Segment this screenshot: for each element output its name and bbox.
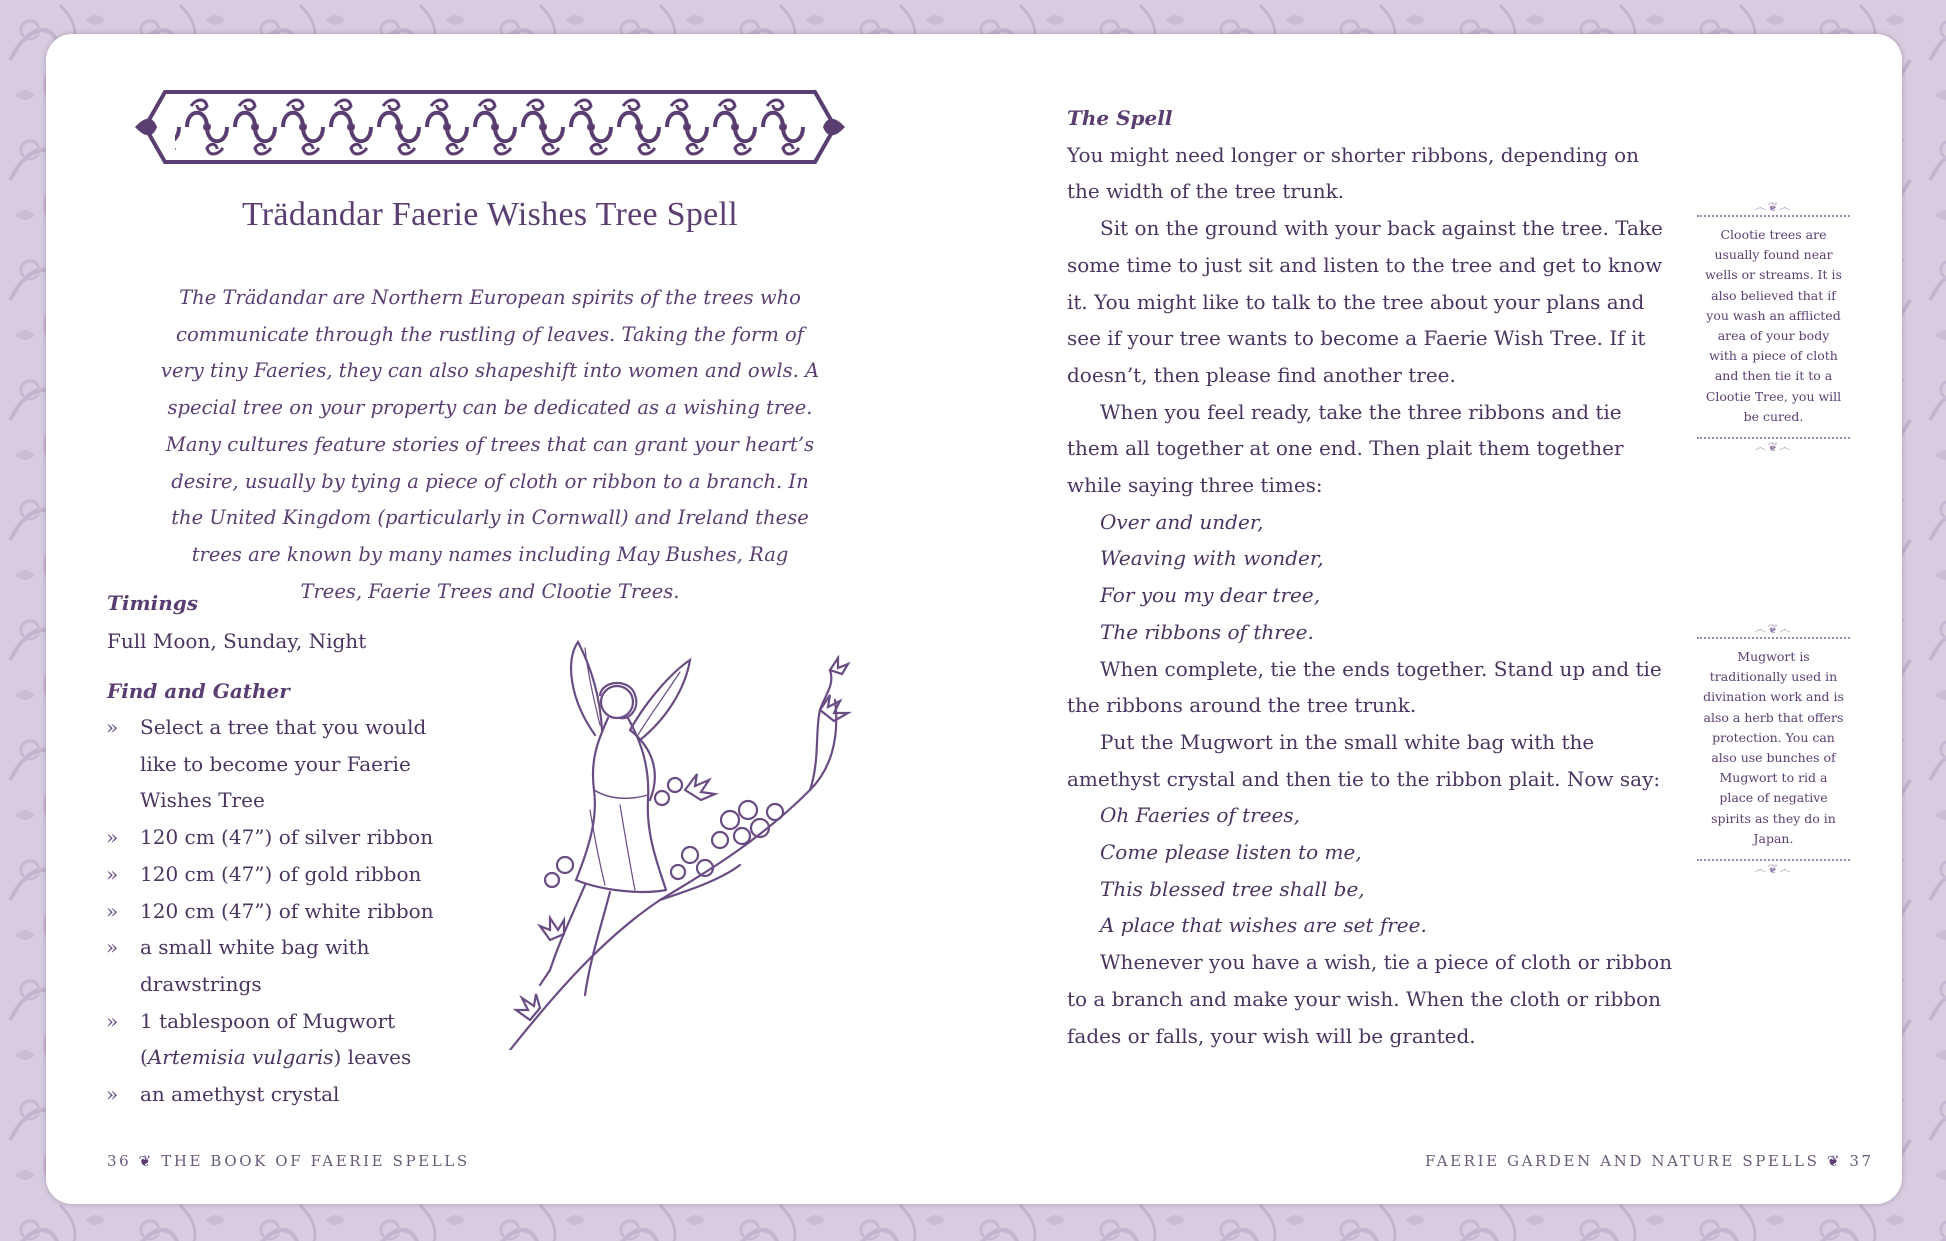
spell-paragraph: Put the Mugwort in the small white bag with the amethyst crystal and then tie to the ribbon plait. Now say: — [1067, 729, 1661, 791]
list-item: » Select a tree that you would like to become your Faerie Wishes Tree — [106, 709, 466, 819]
spell-title: Trädandar Faerie Wishes Tree Spell — [241, 196, 739, 233]
book-title-running-head: THE BOOK OF FAERIE SPELLS — [161, 1152, 470, 1170]
bullet-icon: » — [106, 825, 119, 850]
right-page-footer — [1425, 1152, 1874, 1170]
sidenote-mugwort — [1697, 621, 1850, 877]
timings-heading: Timings — [107, 591, 199, 615]
sidenote-text: Clootie trees are usually found near wells or streams. It is also believed that if you wash an afflicted area of your body with a piece of cloth and then tie it to a Clootie Tree, you will be cured. — [1705, 227, 1842, 424]
bullet-icon: » — [106, 715, 119, 739]
spell-introduction: The Trädandar are Northern European spirits of the trees who communicate through the rustling of leaves. Taking the form of very tiny Faeries, they can also shapeshift into women and owls. A special tree on your property can be dedicated as a wishing tree. Many cultures feature stories of trees that can grant your heart’s desire, usually by tying a piece of cloth or ribbon to a branch. In the United Kingdom (particularly in Cornwall) and Ireland these trees are known by many names including May Bushes, Rag Trees, Faerie Trees and Clootie Trees. — [160, 286, 820, 603]
verse-line: Oh Faeries of trees, — [1100, 803, 1301, 828]
list-item: » 120 cm (47”) of silver ribbon — [106, 819, 466, 856]
timings-text: Full Moon, Sunday, Night — [107, 629, 367, 653]
bullet-icon: » — [106, 1008, 119, 1033]
list-item: » an amethyst crystal — [106, 1076, 466, 1113]
verse-line: This blessed tree shall be, — [1100, 876, 1365, 901]
verse-line: For you my dear tree, — [1100, 583, 1321, 608]
scroll-ornament-icon — [135, 86, 845, 168]
flower-icon: ❦ — [1826, 1152, 1843, 1170]
chapter-running-head: FAERIE GARDEN AND NATURE SPELLS — [1425, 1152, 1820, 1170]
verse-line: A place that wishes are set free. — [1100, 913, 1427, 938]
spell-paragraph: When complete, tie the ends together. Stand up and tie the ribbons around the tree trunk. — [1067, 656, 1662, 718]
left-page-footer — [107, 1152, 470, 1170]
sidenote-clootie — [1697, 199, 1850, 455]
verse-line: The ribbons of three. — [1100, 619, 1314, 644]
gather-list — [106, 709, 466, 1113]
fairy-on-branch-illustration — [490, 640, 890, 1050]
right-page-body — [1067, 100, 1677, 1054]
bullet-icon: » — [106, 861, 119, 886]
the-spell-heading: The Spell — [1067, 106, 1173, 130]
sidenote-text: Mugwort is traditionally used in divination work and is also a herb that offers protection. You can also use bunches of Mugwort to rid a place of negative spirits as they do in Japan. — [1703, 649, 1844, 846]
ornament-icon: ෴❦෴ — [1754, 200, 1793, 214]
spell-paragraph: Sit on the ground with your back against the tree. Take some time to just sit and listen to the tree and get to know it. You might like to talk to the tree about your plans and see if your tree wants to become a Faerie Wish Tree. If it doesn’t, then please find another tree. — [1067, 216, 1663, 387]
verse-line: Weaving with wonder, — [1100, 546, 1324, 571]
verse-line: Come please listen to me, — [1100, 840, 1362, 865]
spell-paragraph: When you feel ready, take the three ribbons and tie them all together at one end. Then plait them together while saying three times: — [1067, 399, 1624, 498]
flower-icon: ❦ — [138, 1152, 154, 1170]
list-item: » 1 tablespoon of Mugwort (Artemisia vulgaris) leaves — [106, 1003, 466, 1076]
find-and-gather-heading: Find and Gather — [107, 679, 290, 703]
spell-paragraph: Whenever you have a wish, tie a piece of cloth or ribbon to a branch and make your wish. When the cloth or ribbon fades or falls, your wish will be granted. — [1067, 950, 1673, 1048]
ornament-icon: ෴❦෴ — [1754, 622, 1793, 636]
ornament-icon: ෴❦෴ — [1754, 862, 1793, 877]
verse-line: Over and under, — [1100, 509, 1264, 534]
list-item: » 120 cm (47”) of white ribbon — [106, 893, 466, 930]
ornament-icon: ෴❦෴ — [1754, 440, 1793, 455]
bullet-icon: » — [106, 1082, 119, 1107]
list-item: » 120 cm (47”) of gold ribbon — [106, 856, 466, 893]
page-number: 36 — [107, 1152, 132, 1170]
list-item: » a small white bag with drawstrings — [106, 929, 466, 1002]
page-number: 37 — [1849, 1152, 1874, 1170]
bullet-icon: » — [106, 935, 119, 960]
bullet-icon: » — [106, 898, 119, 923]
spell-paragraph: You might need longer or shorter ribbons, depending on the width of the tree trunk. — [1067, 142, 1640, 204]
